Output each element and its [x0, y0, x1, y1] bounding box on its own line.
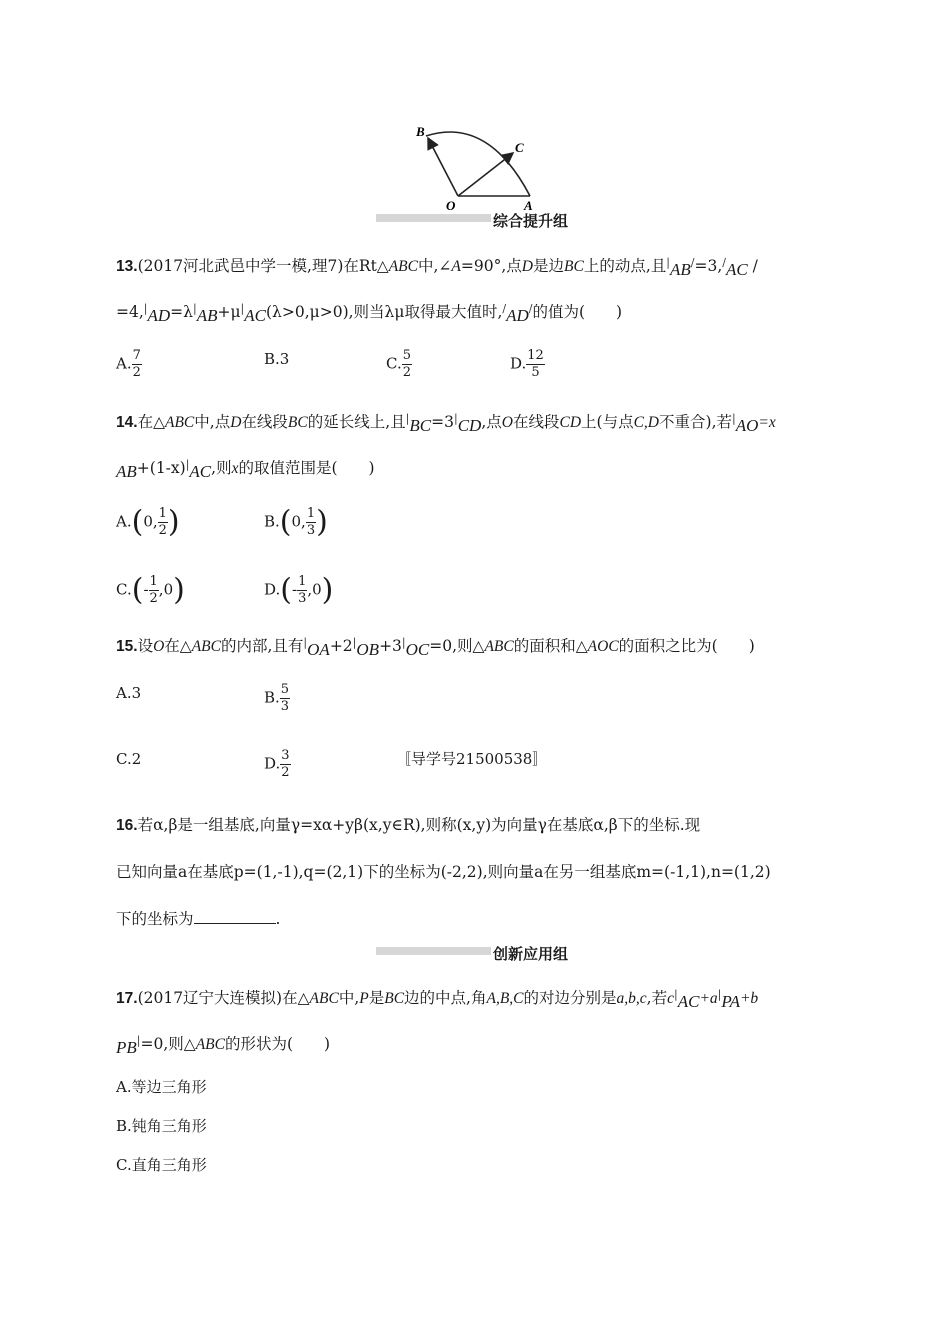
- vector-oc: [458, 153, 513, 196]
- vector-ac: AC: [244, 306, 266, 325]
- answer-blank: [194, 909, 276, 924]
- vector-ao: AO: [735, 416, 759, 435]
- option-a: A.等边三角形: [116, 1078, 207, 1096]
- question-16-line2: 已知向量a在基底p=(1,-1),q=(2,1)下的坐标为(-2,2),则向量a在另一组基底m=(-1,1),n=(1,2): [116, 863, 771, 881]
- option-b: B.3: [264, 350, 290, 368]
- vector-ab: AB: [196, 306, 218, 325]
- option-a: A.3: [116, 684, 142, 702]
- vector-pa: PA: [721, 992, 740, 1011]
- option-b: B.(0, $\frac{1}{3}$ ): [264, 504, 328, 540]
- question-13-line2: =4,|AD=λ|AB+μ|AC(λ>0,μ>0),则当λμ取得最大值时,/AD/的值为( ): [116, 302, 623, 325]
- question-number: 16.: [116, 817, 138, 834]
- option-c: C.直角三角形: [116, 1156, 207, 1174]
- vector-ac: AC: [725, 260, 748, 279]
- question-17-line2: PB|=0,则△ABC的形状为( ): [116, 1034, 331, 1057]
- vector-oc: OC: [405, 640, 430, 659]
- vector-oa: OA: [307, 640, 330, 659]
- option-a: A. $\frac{7}{2}$: [116, 348, 141, 380]
- vector-pb: PB: [116, 1038, 137, 1057]
- label-b: B: [416, 124, 425, 139]
- vector-ab: AB: [116, 462, 137, 481]
- question-number: 17.: [116, 990, 138, 1007]
- option-c: C. $\frac{5}{2}$: [386, 348, 411, 380]
- option-d: D.(- $\frac{1}{3}$ ,0): [264, 572, 334, 608]
- vector-ob: [428, 138, 458, 196]
- section-bar: [376, 947, 491, 955]
- option-c: C.2: [116, 750, 142, 768]
- question-number: 14.: [116, 414, 138, 431]
- vector-ad: AD: [147, 306, 171, 325]
- question-13-line1: 13.(2017河北武邑中学一模,理7)在Rt△ABC中,∠A=90°,点D是边BC上的动点,且|AB/=3,/AC /: [116, 256, 758, 279]
- question-14-line1: 14.在△ABC中,点D在线段BC的延长线上,且|BC=3|CD,点O在线段CD上(与点C,D不重合),若|AO=x: [116, 412, 776, 435]
- question-16-line3: 下的坐标为 .: [116, 910, 281, 928]
- label-a: A: [524, 198, 533, 212]
- vector-ab: AB: [669, 260, 691, 279]
- option-a: A.(0, $\frac{1}{2}$ ): [116, 504, 180, 540]
- section-title: 综合提升组: [493, 212, 569, 230]
- option-d: D. $\frac{3}{2}$: [264, 748, 290, 780]
- question-15-line1: 15.设O在△ABC的内部,且有|OA+2|OB+3|OC=0,则△ABC的面积和△AOC的面积之比为( ): [116, 636, 755, 659]
- option-d: D. $\frac{12}{5}$: [510, 348, 544, 380]
- label-o: O: [446, 198, 456, 212]
- reference-number: 〚导学号21500538〛: [396, 750, 548, 768]
- vector-ob: OB: [356, 640, 380, 659]
- vector-ac: AC: [189, 462, 212, 481]
- label-c: C: [515, 140, 524, 155]
- question-number: 15.: [116, 638, 138, 655]
- question-14-line2: AB+(1-x)|AC,则x的取值范围是( ): [116, 458, 375, 481]
- option-b: B.钝角三角形: [116, 1117, 207, 1135]
- section-bar: [376, 214, 491, 222]
- question-16-line1: 16.若α,β是一组基底,向量γ=xα+yβ(x,y∈R),则称(x,y)为向量γ在基底α,β下的坐标.现: [116, 816, 701, 834]
- sector-figure: [410, 120, 540, 212]
- vector-cd: CD: [457, 416, 482, 435]
- vector-bc: BC: [409, 416, 432, 435]
- section-title: 创新应用组: [493, 945, 569, 963]
- option-b: B. $\frac{5}{3}$: [264, 682, 290, 714]
- vector-ad: AD: [506, 306, 529, 325]
- question-17-line1: 17.(2017辽宁大连模拟)在△ABC中,P是BC边的中点,角A,B,C的对边分别是a,b,c,若c|AC+a|PA+b: [116, 988, 759, 1011]
- vector-ac: AC: [677, 992, 700, 1011]
- option-c: C.(- $\frac{1}{2}$ ,0): [116, 572, 185, 608]
- question-number: 13.: [116, 258, 138, 275]
